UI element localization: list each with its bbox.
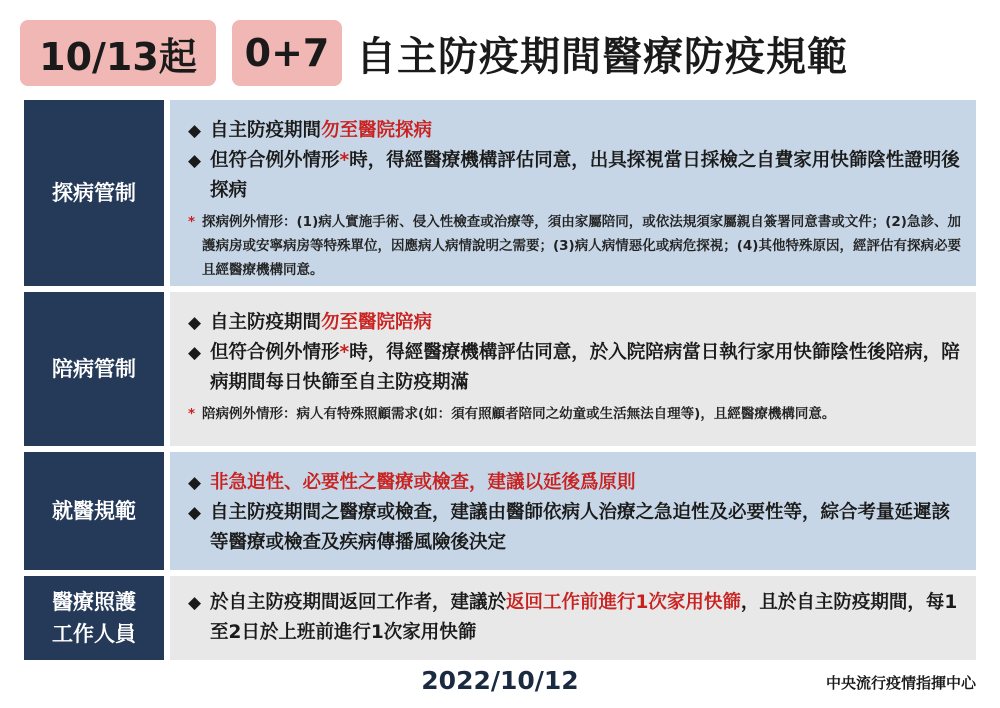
rules-table bbox=[24, 100, 976, 666]
row-medical-norms bbox=[24, 452, 976, 570]
footer-date: 2022/10/12 bbox=[421, 666, 579, 695]
bullet-item bbox=[188, 468, 962, 498]
row-content bbox=[170, 576, 976, 660]
row-healthcare-workers bbox=[24, 576, 976, 660]
bullet-text: 自主防疫期間之醫療或檢查，建議由醫師依病人治療之急迫性及必要性等，綜合考量延遲該等醫療或檢查及疾病傳播風險後決定 bbox=[210, 502, 951, 553]
row-label-line: 陪病管制 bbox=[52, 357, 136, 381]
bullet-text: 於自主防疫期間返回工作者，建議於返回工作前進行1次家用快篩，且於自主防疫期間，每1至2日於上班前進行1次家用快篩 bbox=[210, 592, 958, 643]
row-label-line: 探病管制 bbox=[52, 181, 136, 205]
diamond-bullet-icon: ◆ bbox=[188, 593, 202, 613]
asterisk-icon: * bbox=[188, 406, 196, 422]
bullet-item bbox=[188, 116, 962, 146]
diamond-bullet-icon: ◆ bbox=[188, 343, 202, 363]
diamond-bullet-icon: ◆ bbox=[188, 121, 202, 141]
note-text: 探病例外情形：(1)病人實施手術、侵入性檢查或治療等，須由家屬陪同，或依法規須家屬親自簽署同意書或文件；(2)急診、加護病房或安寧病房等特殊單位，因應病人病情說明之需要；(3)病人病情惡化或病危探視；(4)其他特殊原因，經評估有探病必要且經醫療機構同意。 bbox=[202, 214, 961, 278]
row-label bbox=[24, 452, 164, 570]
bullet-item bbox=[188, 588, 962, 648]
row-content bbox=[170, 100, 976, 286]
row-label bbox=[24, 576, 164, 660]
diamond-bullet-icon: ◆ bbox=[188, 503, 202, 523]
note-text: 陪病例外情形：病人有特殊照顧需求(如：須有照顧者陪同之幼童或生活無法自理等)，且經醫療機構同意。 bbox=[202, 406, 836, 422]
diamond-bullet-icon: ◆ bbox=[188, 151, 202, 171]
page-title: 自主防疫期間醫療防疫規範 bbox=[356, 33, 848, 80]
rule-badge: 0+7 bbox=[232, 20, 342, 86]
bullet-item bbox=[188, 308, 962, 338]
diamond-bullet-icon: ◆ bbox=[188, 313, 202, 333]
bullet-text: 但符合例外情形*時，得經醫療機構評估同意，出具探視當日採檢之自費家用快篩陰性證明後探病 bbox=[210, 150, 960, 201]
row-label-line: 就醫規範 bbox=[52, 499, 136, 523]
bullet-text: 但符合例外情形*時，得經醫療機構評估同意，於入院陪病當日執行家用快篩陰性後陪病，陪病期間每日快篩至自主防疫期滿 bbox=[210, 342, 960, 393]
bullet-text: 非急迫性、必要性之醫療或檢查，建議以延後爲原則 bbox=[210, 472, 636, 493]
bullet-item bbox=[188, 146, 962, 206]
exception-note bbox=[188, 210, 962, 282]
row-accompany-control bbox=[24, 292, 976, 446]
bullet-text: 自主防疫期間勿至醫院陪病 bbox=[210, 312, 433, 333]
row-label bbox=[24, 100, 164, 286]
footer-organization: 中央流行疫情指揮中心 bbox=[825, 674, 976, 692]
bullet-text: 自主防疫期間勿至醫院探病 bbox=[210, 120, 433, 141]
bullet-item bbox=[188, 338, 962, 398]
diamond-bullet-icon: ◆ bbox=[188, 473, 202, 493]
date-badge: 10/13起 bbox=[20, 20, 216, 86]
row-content bbox=[170, 292, 976, 446]
header bbox=[20, 18, 848, 88]
exception-note bbox=[188, 402, 962, 426]
bullet-item bbox=[188, 498, 962, 558]
row-label bbox=[24, 292, 164, 446]
row-label-line: 工作人員 bbox=[52, 622, 136, 646]
row-label-line: 醫療照護 bbox=[52, 590, 136, 614]
row-visit-control bbox=[24, 100, 976, 286]
asterisk-icon: * bbox=[188, 214, 196, 230]
row-content bbox=[170, 452, 976, 570]
